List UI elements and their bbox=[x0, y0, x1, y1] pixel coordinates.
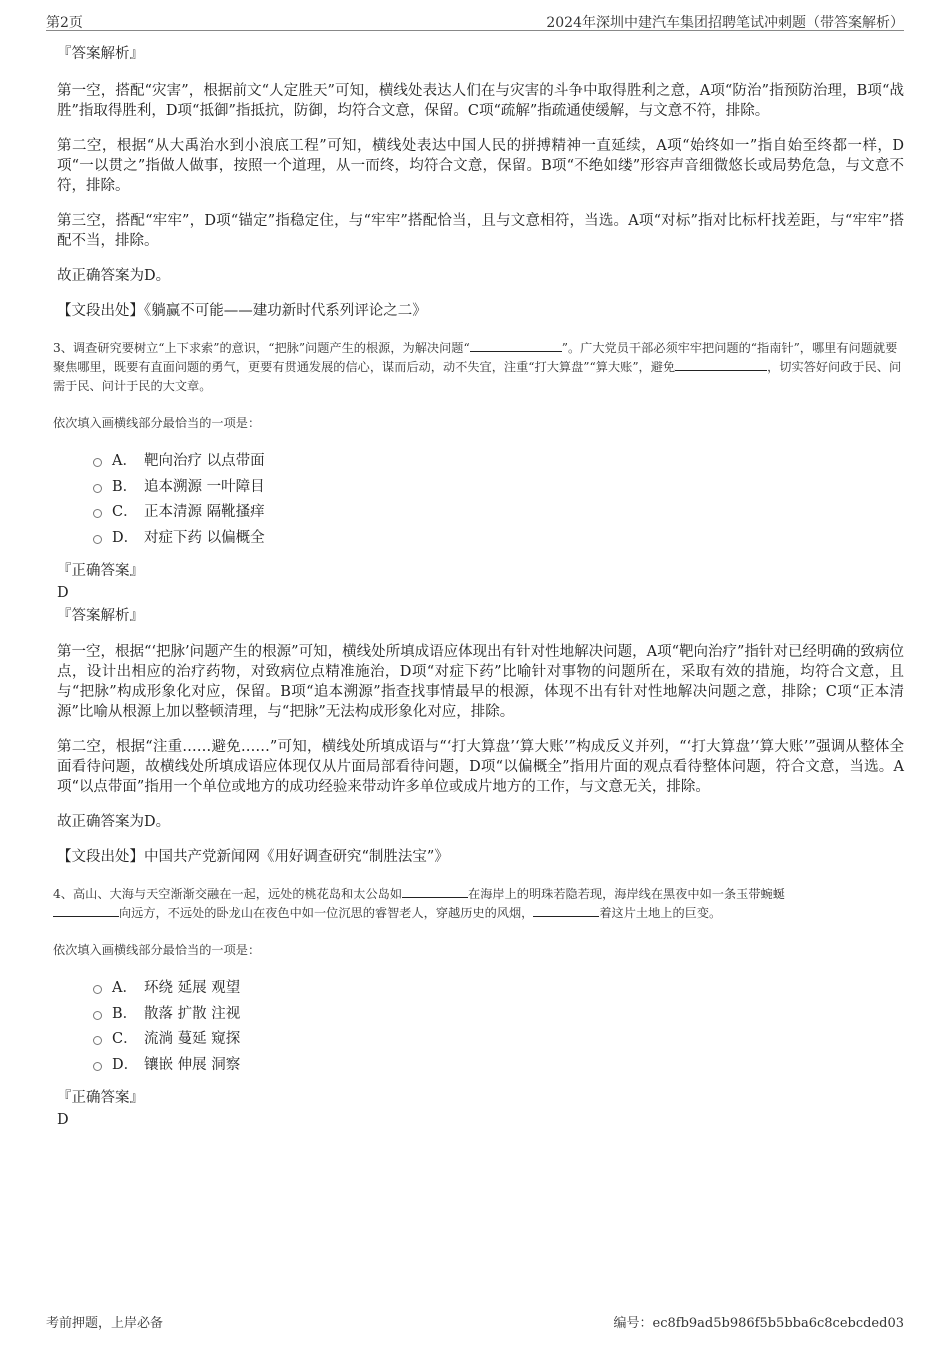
passage-source: 【文段出处】中国共产党新闻网《用好调查研究“制胜法宝”》 bbox=[57, 849, 449, 865]
option-d[interactable]: D． 对症下药 以偏概全 bbox=[93, 524, 904, 550]
radio-icon[interactable] bbox=[93, 458, 102, 467]
page-number: 第2页 bbox=[46, 15, 83, 31]
analysis-paragraph: 第一空，根据“‘把脉’问题产生的根源”可知，横线处所填成语应体现出有针对性地解决问题，A项“靶向治疗”指针对已经明确的致病位点，设计出相应的治疗药物，对致病位点精准施治，D项“对症下药”比喻针对事物的问题所在，采取有效的措施，均符合文意，且与“把脉”构成形象化对应，保留。B项“追本溯源”指查找事情最早的根源，体现不出有针对性地解决问题之意，排除；C项“正本清源”比喻从根源上加以整顿清理，与“把脉”无法构成形象化对应，排除。 bbox=[57, 644, 904, 720]
analysis-paragraph: 第二空，根据“从大禹治水到小浪底工程”可知，横线处表达中国人民的拼搏精神一直延续，A项“始终如一”指自始至终都一样，D项“一以贯之”指做人做事，按照一个道理，从一而终，均符合文意，保留。B项“不绝如缕”形容声音细微悠长或局势危急，与文意不符，排除。 bbox=[57, 138, 904, 194]
page-header bbox=[46, 10, 904, 31]
passage-source: 【文段出处】《躺赢不可能——建功新时代系列评论之二》 bbox=[57, 303, 427, 319]
option-b[interactable]: B． 散落 扩散 注视 bbox=[93, 1000, 904, 1026]
radio-icon[interactable] bbox=[93, 509, 102, 518]
option-d[interactable]: D． 镶嵌 伸展 洞察 bbox=[93, 1051, 904, 1077]
option-c[interactable]: C． 流淌 蔓延 窥探 bbox=[93, 1025, 904, 1051]
fill-blank bbox=[402, 885, 468, 898]
correct-answer: D bbox=[57, 1112, 69, 1128]
analysis-paragraph: 第二空，根据“注重……避免……”可知，横线处所填成语与“‘打大算盘’‘算大账’”构成反义并列，“‘打大算盘’‘算大账’”强调从整体全面看待问题，故横线处所填成语应体现仅从片面局部看待问题，D项“以偏概全”指用片面的观点看待整体问题，符合文意，当选。A项“以点带面”指用一个单位或地方的成功经验来带动许多单位或成片地方的工作，与文意无关，排除。 bbox=[57, 739, 904, 795]
correct-answer-label: 『正确答案』 bbox=[57, 563, 144, 579]
fill-blank bbox=[675, 358, 767, 371]
page-content bbox=[53, 44, 904, 1133]
radio-icon[interactable] bbox=[93, 484, 102, 493]
correct-answer: D bbox=[57, 585, 69, 601]
analysis-paragraph: 第三空，搭配“牢牢”，D项“锚定”指稳定住，与“牢牢”搭配恰当，且与文意相符，当选。A项“对标”指对比标杆找差距，与“牢牢”搭配不当，排除。 bbox=[57, 213, 904, 249]
analysis-paragraph: 第一空，搭配“灾害”，根据前文“人定胜天”可知，横线处表达人们在与灾害的斗争中取得胜利之意，A项“防治”指预防治理，B项“战胜”指取得胜利，D项“抵御”指抵抗，防御，均符合文意，保留。C项“疏解”指疏通使缓解，与文意不符，排除。 bbox=[57, 83, 904, 119]
radio-icon[interactable] bbox=[93, 1062, 102, 1071]
question-stem-3: 3、调查研究要树立“上下求索”的意识，“把脉”问题产生的根源，为解决问题“ ”。广大党员干部必须牢牢把问题的“指南针”，哪里有问题就要聚焦哪里，既要有直面问题的勇气，更要有贯通发展的信心，谋而后动，动不失宜，注重“打大算盘”“算大账”，避免 ，切实答好问政于民、问需于民、问计于民的大文章。 bbox=[53, 341, 902, 393]
radio-icon[interactable] bbox=[93, 1011, 102, 1020]
option-list bbox=[93, 447, 904, 549]
answer-analysis-label: 『答案解析』 bbox=[57, 46, 144, 62]
radio-icon[interactable] bbox=[93, 985, 102, 994]
document-id: 编号：ec8fb9ad5b986f5b5bba6c8cebcded03 bbox=[613, 1316, 904, 1331]
fill-blank bbox=[470, 339, 562, 352]
radio-icon[interactable] bbox=[93, 1036, 102, 1045]
fill-blank bbox=[533, 904, 599, 917]
option-a[interactable]: A． 靶向治疗 以点带面 bbox=[93, 447, 904, 473]
option-b[interactable]: B． 追本溯源 一叶障目 bbox=[93, 473, 904, 499]
document-title: 2024年深圳中建汽车集团招聘笔试冲刺题（带答案解析） bbox=[546, 15, 904, 31]
footer-slogan: 考前押题，上岸必备 bbox=[46, 1316, 164, 1331]
question-stem-4: 4、高山、大海与天空渐渐交融在一起，远处的桃花岛和太公岛如 在海岸上的明珠若隐若现，海岸线在黑夜中如一条玉带蜿蜒 向远方，不远处的卧龙山在夜色中如一位沉思的睿智老人，穿越历史的风烟， 着这片土地上的巨变。 bbox=[53, 887, 785, 920]
correct-answer-label: 『正确答案』 bbox=[57, 1090, 144, 1106]
option-a[interactable]: A． 环绕 延展 观望 bbox=[93, 974, 904, 1000]
option-c[interactable]: C． 正本清源 隔靴搔痒 bbox=[93, 498, 904, 524]
answer-analysis-label: 『答案解析』 bbox=[57, 608, 144, 624]
analysis-conclusion: 故正确答案为D。 bbox=[57, 268, 171, 284]
question-prompt: 依次填入画横线部分最恰当的一项是： bbox=[53, 416, 261, 430]
radio-icon[interactable] bbox=[93, 535, 102, 544]
fill-blank bbox=[53, 904, 119, 917]
analysis-conclusion: 故正确答案为D。 bbox=[57, 814, 171, 830]
question-prompt: 依次填入画横线部分最恰当的一项是： bbox=[53, 943, 261, 957]
option-list bbox=[93, 974, 904, 1076]
